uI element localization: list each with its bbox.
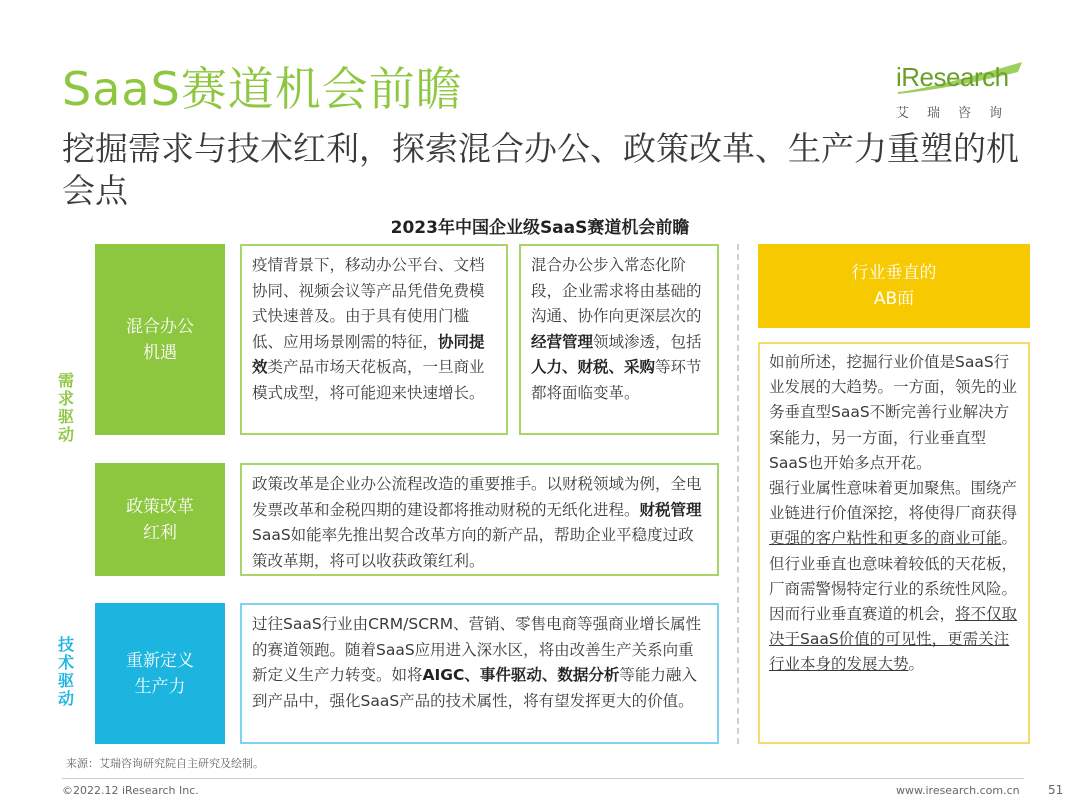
box-hybrid-office-1 (240, 244, 508, 435)
logo-word (896, 62, 1009, 93)
copyright: ©2022.12 iResearch Inc. (62, 784, 199, 797)
body-text: 。 (908, 655, 925, 674)
box-policy-reform (240, 463, 719, 576)
section-title: 2023年中国企业级SaaS赛道机会前瞻 (390, 218, 690, 238)
source-note: 来源：艾瑞咨询研究院自主研究及绘制。 (66, 757, 264, 770)
logo-cn: 艾瑞咨询 (896, 106, 1021, 121)
body-text: 等能力融入到产品中，强化SaaS产品的技术属性，将有望发挥更大的价值。 (252, 666, 697, 710)
iresearch-logo (894, 62, 1024, 122)
emphasis-text: 人力、财税、采购 (531, 358, 656, 376)
category-hybrid-office: 混合办公 机遇 (95, 244, 225, 435)
body-text: 如前所述，挖掘行业价值是SaaS行业发展的大趋势。一方面，领先的业务垂直型SaaS不断完善行业解决方案能力，另一方面，行业垂直型SaaS也开始多点开花。 (769, 353, 1018, 472)
body-text: 过往SaaS行业由CRM/SCRM、营销、零售电商等强商业增长属性的赛道领跑。随着SaaS应用进入深水区，将由改善生产关系向重新定义生产力转变。如将 (252, 615, 702, 684)
emphasis-text: 协同提效 (252, 332, 485, 376)
box-hybrid-office-2 (519, 244, 719, 435)
side-label-demand: 需求驱动 (57, 371, 74, 444)
body-text: 混合办公步入常态化阶段，企业需求将由基础的沟通、协作向更深层次的 (531, 256, 702, 325)
category-policy-reform: 政策改革 红利 (95, 463, 225, 576)
underlined-text: 将不仅取决于SaaS价值的可见性，更需关注行业本身的发展大势 (769, 605, 1018, 674)
column-divider (737, 244, 739, 744)
body-text: 领域渗透，包括 (593, 332, 702, 351)
emphasis-text: 财税管理 (639, 500, 702, 519)
body-text: 政策改革是企业办公流程改造的重要推手。以财税领域为例，全电发票改革和金税四期的建设都将推动财税的无纸化进程。 (252, 475, 702, 519)
emphasis-text: AIGC、事件驱动、数据分析 (422, 666, 620, 684)
body-text: SaaS如能率先推出契合改革方向的新产品，帮助企业平稳度过政策改革期，将可以收获政策红利。 (252, 526, 694, 570)
footer-divider (62, 778, 1024, 779)
ab-header: 行业垂直的 AB面 (758, 244, 1030, 328)
emphasis-text: 经营管理 (531, 332, 594, 351)
box-productivity (240, 603, 719, 744)
body-text: 等环节都将面临变革。 (531, 358, 702, 402)
logo-word-rest: Research (901, 62, 1009, 92)
body-text: 疫情背景下，移动办公平台、文档协同、视频会议等产品凭借免费模式快速普及。由于具有使用门槛低、应用场景刚需的特征， (252, 256, 485, 351)
underlined-text: 更强的客户粘性和更多的商业可能 (769, 529, 1002, 548)
page-title: SaaS赛道机会前瞻 (62, 62, 463, 116)
page-subtitle: 挖掘需求与技术红利，探索混合办公、政策改革、生产力重塑的机会点 (62, 129, 1019, 210)
body-text: 。但行业垂直也意味着较低的天花板，厂商需警惕特定行业的系统性风险。因而行业垂直赛道的机会， (769, 529, 1018, 624)
website-url: www.iresearch.com.cn (896, 784, 1020, 797)
category-productivity: 重新定义 生产力 (95, 603, 225, 744)
body-text: 强行业属性意味着更加聚焦。围绕产业链进行价值深挖，将使得厂商获得 (769, 479, 1018, 523)
page-number: 51 (1048, 783, 1064, 797)
logo-word-i: i (896, 62, 902, 92)
body-text: 类产品市场天花板高，一旦商业模式成型，将可能迎来快速增长。 (252, 358, 485, 402)
ab-body (758, 342, 1030, 744)
side-label-tech: 技术驱动 (57, 635, 74, 708)
